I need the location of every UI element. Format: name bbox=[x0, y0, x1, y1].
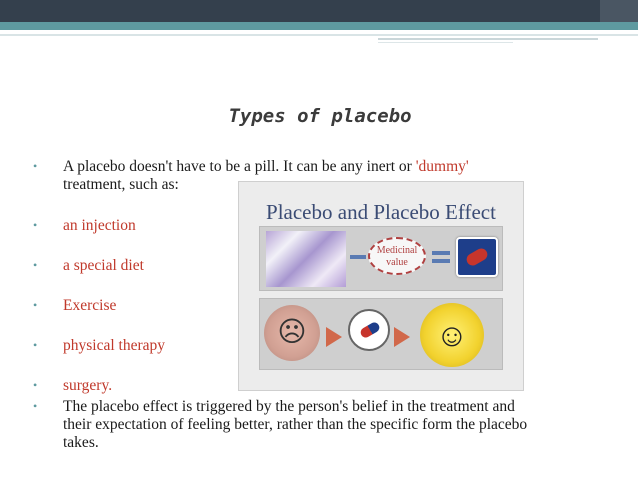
capsule-shape bbox=[359, 321, 381, 340]
placebo-illustration bbox=[238, 181, 524, 391]
red-pill-icon bbox=[464, 246, 489, 267]
bullet-dot: • bbox=[33, 298, 38, 312]
bullet-intro-text: A placebo doesn't have to be a pill. It can be any inert or bbox=[63, 158, 416, 175]
medicinal-label: Medicinal bbox=[376, 245, 418, 256]
illustration-top-panel bbox=[259, 226, 503, 291]
bullet-effect-line3: takes. bbox=[63, 434, 99, 451]
illustration-title: Placebo and Placebo Effect bbox=[266, 200, 496, 224]
bullet-dot: • bbox=[33, 399, 38, 413]
sad-face-icon: ☹ bbox=[264, 305, 320, 361]
bullet-dot: • bbox=[33, 338, 38, 352]
pills-image bbox=[266, 231, 346, 287]
minus-icon bbox=[350, 255, 366, 259]
arrow-icon bbox=[394, 327, 410, 347]
bullet-text-surgery: surgery. bbox=[63, 377, 113, 394]
value-label: value bbox=[386, 257, 408, 268]
illustration-bottom-panel bbox=[259, 298, 503, 370]
bullet-intro-dummy-text: 'dummy' bbox=[415, 158, 469, 175]
header-divider-short-line bbox=[378, 38, 598, 40]
bullet-text-line bbox=[63, 158, 469, 175]
bullet-text-exercise: Exercise bbox=[63, 297, 117, 314]
arrow-icon bbox=[326, 327, 342, 347]
bullet-effect-line1: The placebo effect is triggered by the person's belief in the treatment and bbox=[63, 398, 515, 415]
bullet-dot: • bbox=[33, 159, 38, 173]
placebo-box-icon bbox=[456, 237, 498, 277]
header-divider-line bbox=[0, 34, 638, 36]
bullet-dot: • bbox=[33, 378, 38, 392]
bullet-text-physical-therapy: physical therapy bbox=[63, 337, 166, 354]
header-band bbox=[0, 0, 638, 22]
bullet-text-diet: a special diet bbox=[63, 257, 144, 274]
bullet-dot: • bbox=[33, 258, 38, 272]
bullet-effect-line2: their expectation of feeling better, rather than the specific form the placebo bbox=[63, 416, 528, 433]
bullet-intro-line2: treatment, such as: bbox=[63, 176, 179, 193]
header-accent-band bbox=[0, 22, 638, 30]
header-divider-shorter-line bbox=[378, 42, 513, 43]
equals-icon bbox=[432, 251, 450, 263]
medicinal-value-badge bbox=[368, 237, 426, 275]
slide-title: Types of placebo bbox=[228, 105, 412, 127]
capsule-icon bbox=[348, 309, 390, 351]
happy-face-icon: ☺ bbox=[420, 303, 484, 367]
bullet-dot: • bbox=[33, 218, 38, 232]
bullet-text-injection: an injection bbox=[63, 217, 136, 234]
header-corner-block bbox=[600, 0, 638, 22]
